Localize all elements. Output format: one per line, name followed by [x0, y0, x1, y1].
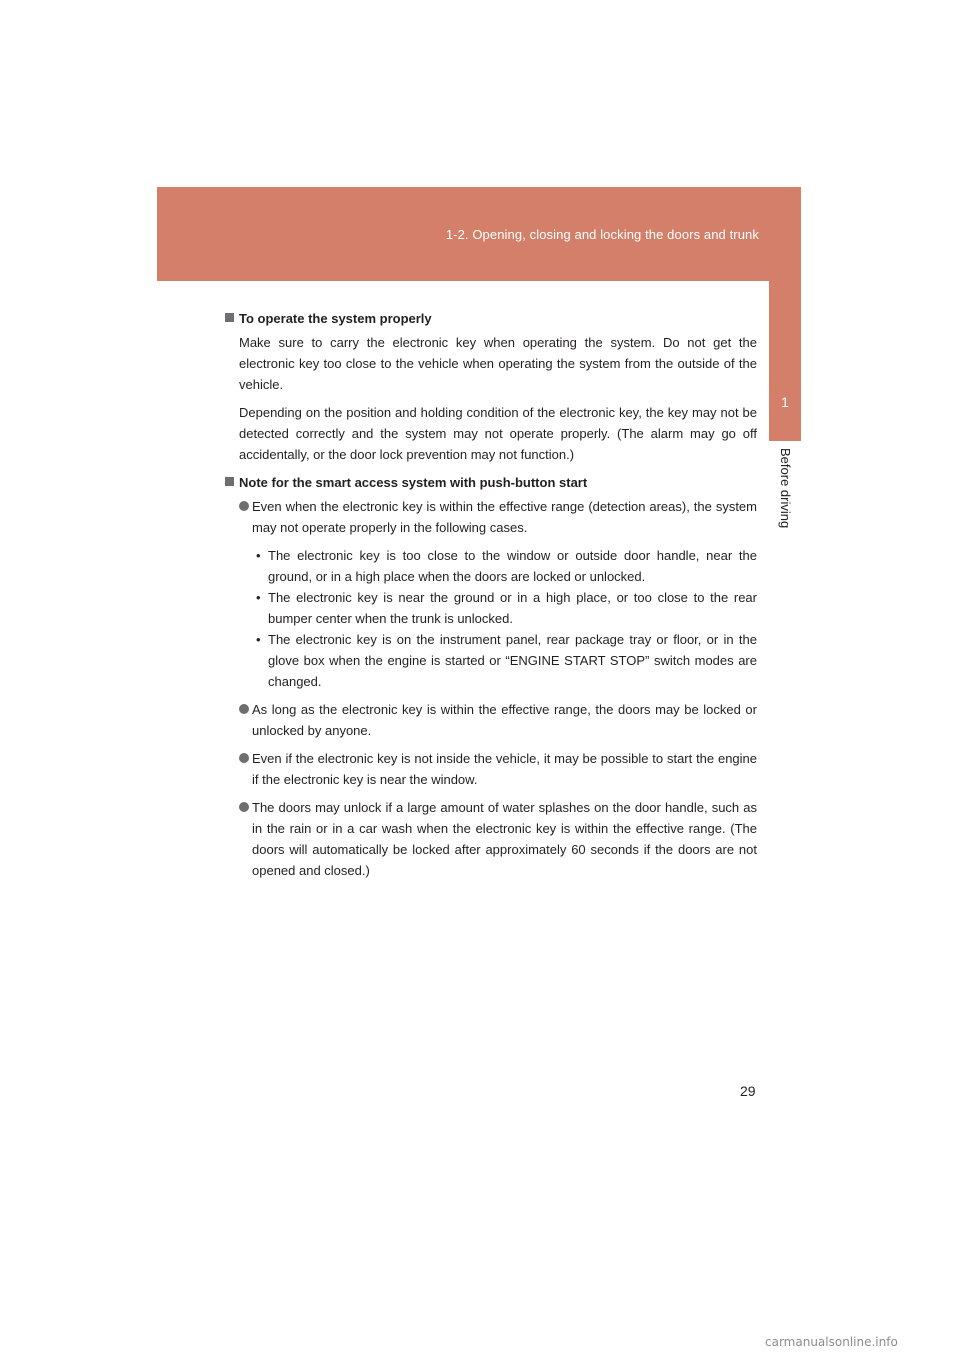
- square-bullet-icon: [225, 477, 234, 486]
- sub-item: [225, 629, 757, 692]
- chapter-tab: [769, 281, 801, 441]
- circle-bullet-icon: [239, 802, 249, 812]
- circle-bullet-icon: [239, 704, 249, 714]
- bullet-item: [225, 496, 757, 538]
- circle-bullet-icon: [239, 753, 249, 763]
- dot-marker-icon: •: [256, 548, 261, 563]
- page-content: [225, 308, 757, 888]
- bullet-text: The doors may unlock if a large amount of water splashes on the door handle, such as in the rain or in a car wash when the electronic key is within the effective range. (The doors will automatically be locked after approximately 60 seconds if the doors are not opened and closed.): [252, 800, 757, 878]
- chapter-number: 1: [781, 394, 789, 410]
- heading-text: To operate the system properly: [239, 311, 432, 326]
- bullet-text: Even when the electronic key is within the effective range (detection areas), the system may not operate properly in the following cases.: [252, 499, 757, 535]
- watermark: carmanualsonline.info: [765, 1335, 898, 1349]
- section-smart-access-note: [225, 472, 757, 881]
- square-bullet-icon: [225, 313, 234, 322]
- bullet-text: As long as the electronic key is within the effective range, the doors may be locked or unlocked by anyone.: [252, 702, 757, 738]
- dot-marker-icon: •: [256, 590, 261, 605]
- section-title: 1-2. Opening, closing and locking the doors and trunk: [445, 227, 759, 242]
- section-heading: [225, 308, 757, 329]
- sub-item: [225, 587, 757, 629]
- chapter-label: Before driving: [778, 448, 793, 529]
- bullet-item: [225, 797, 757, 881]
- paragraph: Depending on the position and holding condition of the electronic key, the key may not be detected correctly and the system may not operate properly. (The alarm may go off accidentally, or the door lock prevention may not function.): [239, 405, 757, 462]
- bullet-text: Even if the electronic key is not inside the vehicle, it may be possible to start the engine if the electronic key is near the window.: [252, 751, 757, 787]
- sub-list: [225, 545, 757, 692]
- circle-bullet-icon: [239, 501, 249, 511]
- sub-item-text: The electronic key is on the instrument panel, rear package tray or floor, or in the glove box when the engine is started or “ENGINE START STOP” switch modes are changed.: [268, 632, 757, 689]
- section-heading: [225, 472, 757, 493]
- bullet-item: [225, 748, 757, 790]
- sub-item: [225, 545, 757, 587]
- paragraph: Make sure to carry the electronic key when operating the system. Do not get the electronic key too close to the vehicle when operating the system from the outside of the vehicle.: [239, 335, 757, 392]
- heading-text: Note for the smart access system with push-button start: [239, 475, 588, 490]
- bullet-item: [225, 699, 757, 741]
- sub-item-text: The electronic key is too close to the window or outside door handle, near the ground, or in a high place when the doors are locked or unlocked.: [268, 548, 757, 584]
- page-number: 29: [740, 1083, 756, 1099]
- sub-item-text: The electronic key is near the ground or in a high place, or too close to the rear bumper center when the trunk is unlocked.: [268, 590, 757, 626]
- dot-marker-icon: •: [256, 632, 261, 647]
- section-operate-properly: [225, 308, 757, 465]
- header-bar: [157, 187, 801, 281]
